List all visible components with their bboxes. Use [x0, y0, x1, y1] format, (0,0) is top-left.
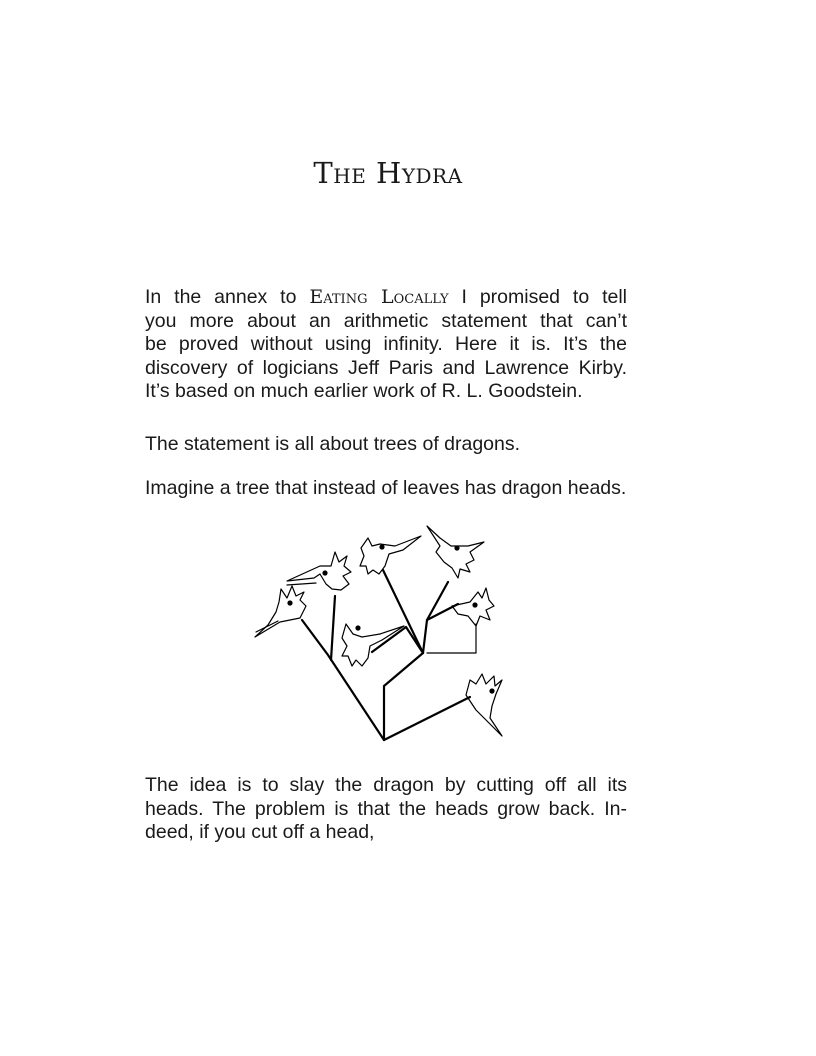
dragon-head-icon: [466, 674, 502, 736]
paragraph-line: be proved without using infinity. Here it is. It’s the: [145, 333, 627, 355]
dragon-head-icon: [342, 624, 404, 666]
paragraph-statement: The statement is all about trees of dragons.: [145, 433, 521, 455]
dragon-head-icon: [360, 536, 421, 574]
paragraph-slay: [145, 774, 627, 845]
paragraph-imagine: Imagine a tree that instead of leaves has dragon heads.: [145, 477, 627, 499]
dragon-head-icon: [287, 552, 351, 590]
dragon-head-icon: [255, 586, 306, 637]
paragraph-line: you more about an arithmetic statement that can’t: [145, 309, 627, 332]
paragraph-line: deed, if you cut off a head,: [145, 821, 375, 843]
dragon-head-icon: [452, 588, 494, 626]
paragraph-line: The idea is to slay the dragon by cutting off all its: [145, 774, 627, 796]
paragraph-line: discovery of logicians Jeff Paris and Lawrence Kirby.: [145, 356, 627, 379]
text-fragment: In the annex to: [145, 286, 310, 308]
text-fragment: I promised to tell: [448, 286, 627, 308]
dragon-head-icon: [427, 526, 484, 578]
paragraph-line: It’s based on much earlier work of R. L. Goodstein.: [145, 380, 583, 402]
paragraph-line: heads. The problem is that the heads grow back. In-: [145, 797, 627, 820]
book-title: Eating Locally: [309, 286, 449, 308]
tree-branches-thin: [384, 624, 476, 740]
tree-branches: [302, 570, 470, 740]
page-title: The Hydra: [313, 156, 463, 190]
